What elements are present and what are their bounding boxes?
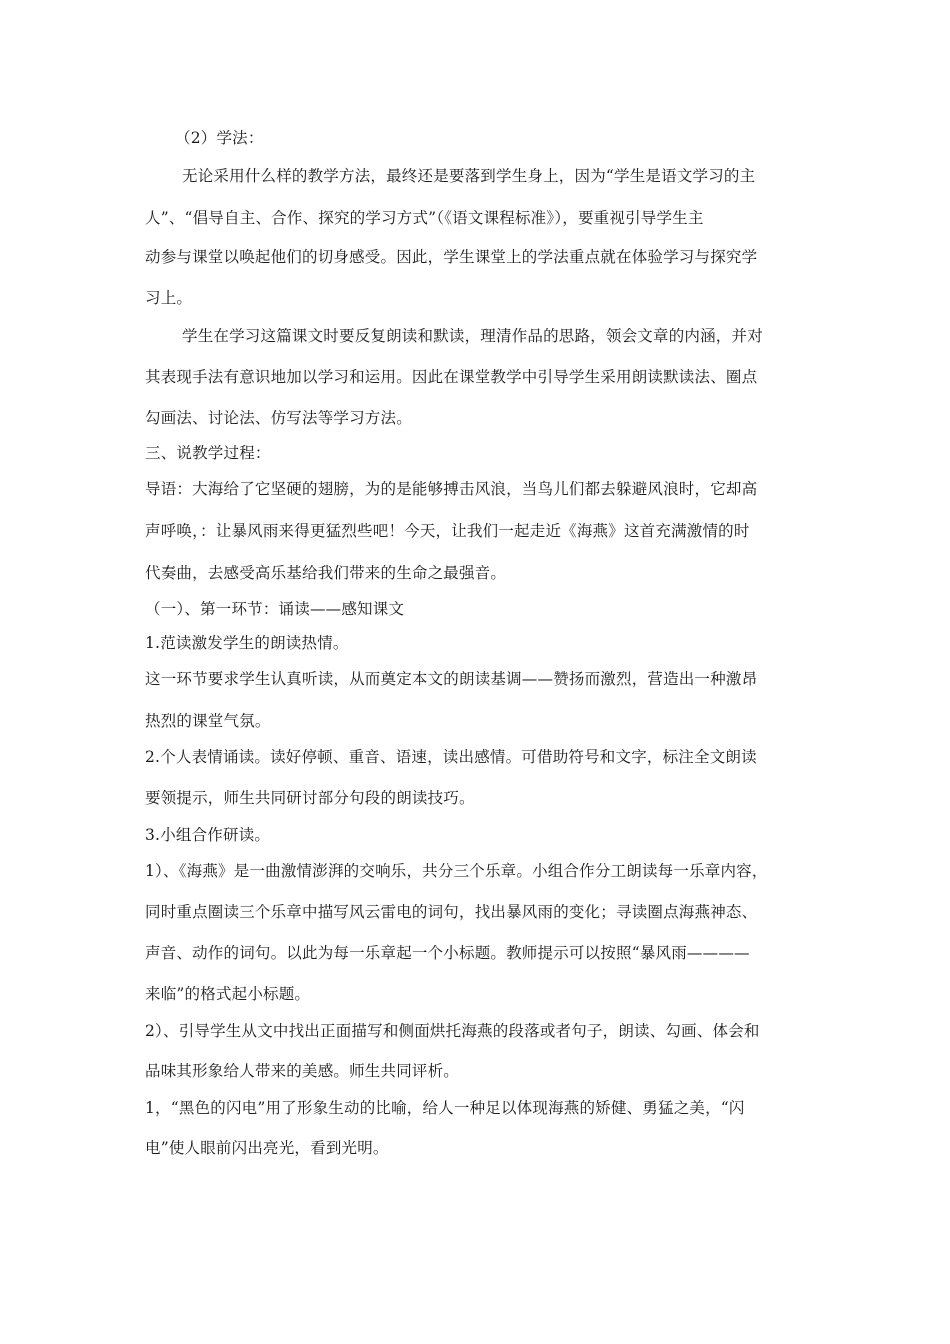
text-line: 来临”的格式起小标题。 xyxy=(145,985,311,1003)
text-line: 要领提示，师生共同研讨部分句段的朗读技巧。 xyxy=(145,789,475,807)
text-line: 动参与课堂以唤起他们的切身感受。因此，学生课堂上的学法重点就在体验学习与探究学 xyxy=(145,248,758,266)
text-line: 2）、引导学生从文中找出正面描写和侧面烘托海燕的段落或者句子，朗读、勾画、体会和 xyxy=(145,1022,760,1040)
text-line: 3.小组合作研读。 xyxy=(145,826,271,844)
section-heading: 三、说教学过程： xyxy=(145,444,271,462)
text-line: 2.个人表情诵读。读好停顿、重音、语速，读出感情。可借助符号和文字，标注全文朗读 xyxy=(145,748,757,766)
text-line: 代奏曲，去感受高乐基给我们带来的生命之最强音。 xyxy=(145,564,507,582)
text-line: 热烈的课堂气氛。 xyxy=(145,712,271,730)
text-line: 1.范读激发学生的朗读热情。 xyxy=(145,634,349,652)
text-line: 勾画法、讨论法、仿写法等学习方法。 xyxy=(145,409,412,427)
text-line: 其表现手法有意识地加以学习和运用。因此在课堂教学中引导学生采用朗读默读法、圈点 xyxy=(145,368,758,386)
text-line: 习上。 xyxy=(145,289,193,307)
text-line: 声呼唤，：让暴风雨来得更猛烈些吧！今天，让我们一起走近《海燕》这首充满激情的时 xyxy=(145,522,750,540)
text-line: 导语：大海给了它坚硬的翅膀，为的是能够搏击风浪，当鸟儿们都去躲避风浪时，它却高 xyxy=(145,480,758,498)
text-line: 人”、“倡导自主、合作、探究的学习方式”（《语文课程标准》），要重视引导学生主 xyxy=(145,209,704,227)
text-line: 1）、《海燕》是一曲激情澎湃的交响乐，共分三个乐章。小组合作分工朗读每一乐章内容， xyxy=(145,862,768,880)
text-line: 声音、动作的词句。以此为每一乐章起一个小标题。教师提示可以按照“暴风雨———— xyxy=(145,944,750,962)
text-line: 同时重点圈读三个乐章中描写风云雷电的词句，找出暴风雨的变化；寻读圈点海燕神态、 xyxy=(145,903,758,921)
text-line: 1，“黑色的闪电”用了形象生动的比喻，给人一种足以体现海燕的矫健、勇猛之美，“闪 xyxy=(145,1099,745,1117)
subsection-heading: （一）、第一环节：诵读——感知课文 xyxy=(145,600,405,618)
text-line: 品味其形象给人带来的美感。师生共同评析。 xyxy=(145,1062,460,1080)
text-line: 学生在学习这篇课文时要反复朗读和默读，理清作品的思路，领会文章的内涵，并对 xyxy=(182,327,763,345)
text-line: 电”使人眼前闪出亮光，看到光明。 xyxy=(145,1139,389,1157)
text-line: 这一环节要求学生认真听读，从而奠定本文的朗读基调——赞扬而激烈，营造出一种激昂 xyxy=(145,670,758,688)
text-line: 无论采用什么样的教学方法，最终还是要落到学生身上，因为“学生是语文学习的主 xyxy=(182,167,756,185)
text-line: （2）学法： xyxy=(175,129,264,147)
